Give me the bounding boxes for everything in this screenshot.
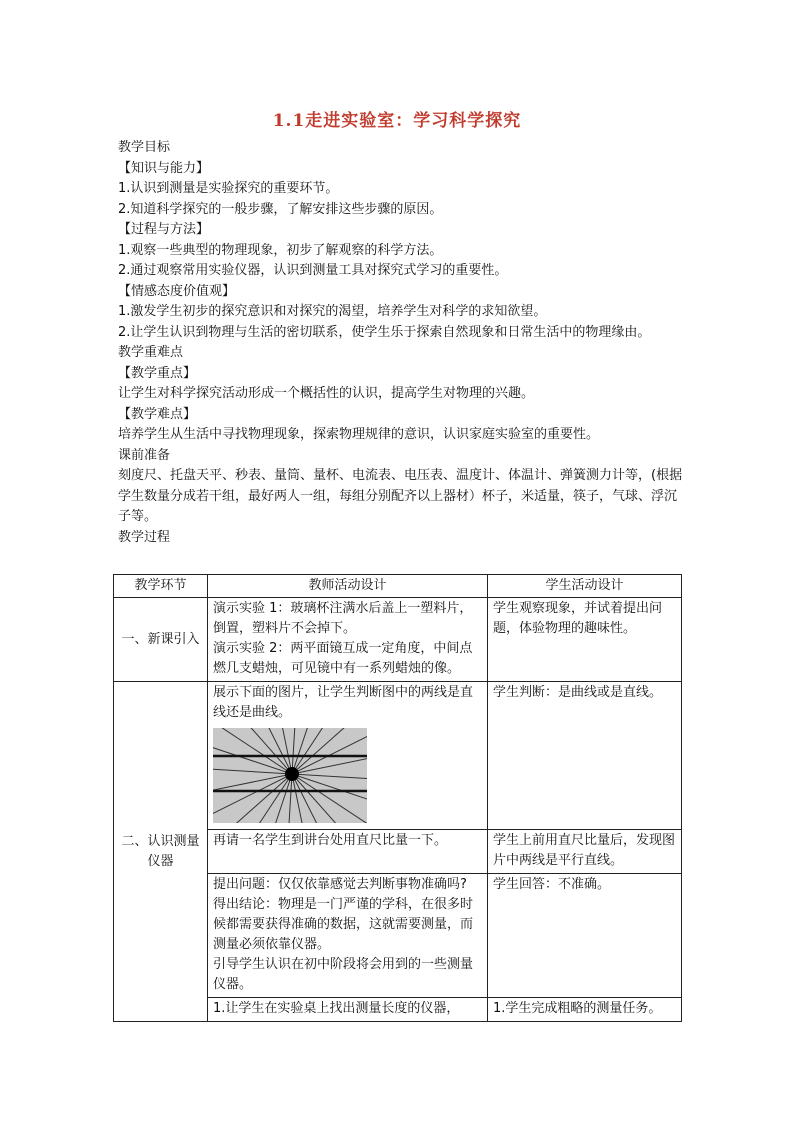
header-teacher: 教师活动设计 [208, 575, 488, 598]
preparation-text: 刻度尺、托盘天平、秒表、量筒、量杯、电流表、电压表、温度计、体温计、弹簧测力计等，(根据学生数量分成若干组，最好两人一组，每组分别配齐以上器材）杯子，米适量，筷子，气球、浮沉子等。 [118, 468, 683, 524]
difficulty-text: 培养学生从生活中寻找物理现象，探索物理规律的意识，认识家庭实验室的重要性。 [118, 427, 600, 442]
goal-item: 2.知道科学探究的一般步骤，了解安排这些步骤的原因。 [118, 201, 443, 217]
page-title: 1.1走进实验室：学习科学探究 [272, 111, 522, 131]
student-cell: 学生上前用直尺比量后，发现图片中两线是平行直线。 [488, 830, 682, 874]
teacher-text: 展示下面的图片，让学生判断图中的两线是直线还是曲线。 [213, 685, 474, 720]
table-header-row [114, 575, 682, 598]
goal-item: 1.观察一些典型的物理现象，初步了解观察的科学方法。 [118, 242, 443, 258]
optical-illusion-figure [213, 728, 367, 823]
focus-text: 让学生对科学探究活动形成一个概括性的认识，提高学生对物理的兴趣。 [118, 386, 535, 401]
stage-label: 二、认识测量仪器 [114, 682, 208, 1022]
stage-label: 一、新课引入 [114, 598, 208, 682]
heading-teaching-process: 教学过程 [118, 529, 171, 545]
goal-item: 2.让学生认识到物理与生活的密切联系，使学生乐于探索自然现象和日常生活中的物理缘由。 [118, 324, 651, 340]
table-row [114, 682, 682, 830]
goal-item: 1.激发学生初步的探究意识和对探究的渴望，培养学生对科学的求知欲望。 [118, 304, 547, 319]
guidance-text: 引导学生认识在初中阶段将会用到的一些测量仪器。 [213, 957, 474, 992]
teaching-process-table [113, 574, 682, 1022]
conclusion-text: 得出结论：物理是一门严谨的学科，在很多时候都需要获得准确的数据，这就需要测量，而测量必须依靠仪器。 [213, 897, 474, 952]
student-cell: 学生回答：不准确。 [488, 874, 682, 998]
heading-teaching-goals: 教学目标 [118, 140, 171, 155]
header-stage: 教学环节 [114, 575, 208, 598]
subheading-knowledge: 【知识与能力】 [118, 160, 210, 176]
teacher-cell: 1.让学生在实验桌上找出测量长度的仪器， [208, 998, 488, 1022]
header-student: 学生活动设计 [488, 575, 682, 598]
teacher-cell: 再请一名学生到讲台处用直尺比量一下。 [208, 830, 488, 874]
teacher-cell [208, 598, 488, 682]
demo-experiment-2: 演示实验 2：两平面镜互成一定角度，中间点燃几支蜡烛，可见镜中有一系列蜡烛的像。 [213, 641, 473, 676]
heading-preparation: 课前准备 [118, 447, 171, 463]
demo-experiment-1: 演示实验 1：玻璃杯注满水后盖上一塑料片，倒置，塑料片不会掉下。 [213, 601, 473, 636]
subheading-focus: 【教学重点】 [118, 365, 197, 381]
goal-item: 1.认识到测量是实验探究的重要环节。 [118, 181, 339, 196]
subheading-difficulty: 【教学难点】 [118, 406, 197, 422]
subheading-process: 【过程与方法】 [118, 222, 210, 237]
table-row [114, 598, 682, 682]
heading-key-points: 教学重难点 [118, 345, 184, 360]
teacher-cell [208, 874, 488, 998]
question-text: 提出问题：仅仅依靠感觉去判断事物准确吗? [213, 877, 467, 892]
student-cell: 学生观察现象，并试着提出问题，体验物理的趣味性。 [488, 598, 682, 682]
goal-item: 2.通过观察常用实验仪器，认识到测量工具对探究式学习的重要性。 [118, 263, 508, 278]
lesson-intro [118, 138, 683, 548]
subheading-attitude: 【情感态度价值观】 [118, 283, 236, 299]
teacher-cell [208, 682, 488, 830]
student-cell: 学生判断：是曲线或是直线。 [488, 682, 682, 830]
student-cell: 1.学生完成粗略的测量任务。 [488, 998, 682, 1022]
